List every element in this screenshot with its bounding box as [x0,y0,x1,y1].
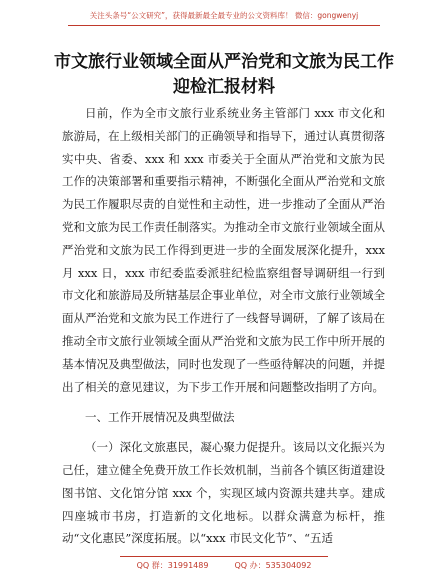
qq-group-number: 31991489 [167,561,209,570]
qq-office-number: 535304092 [265,561,312,570]
title-line-2: 迎检汇报材料 [173,77,275,97]
footer-divider [120,556,328,557]
document-body [62,102,385,550]
qq-office-label: QQ 办： [234,561,266,570]
qq-group-label: QQ 群： [136,561,168,570]
intro-paragraph: 日前，作为全市文旅行业系统业务主管部门 xxx 市文化和旅游局，在上级相关部门的正确领导和指导下，通过认真贯彻落实中央、省委、xxx 和 xxx 市委关于全面从严治党和文旅为民工作的决策部署和重要指示精神，不断强化全面从严治党和文旅为民工作履职尽责的自觉性和主动性，进一步推动了全面从严治党和文旅为民工作责任制落实。为推动全市文旅行业领域全面从严治党和文旅为民工作得到更进一步的全面发展深化提升，xxx 月 xxx 日，xxx 市纪委监委派驻纪检监察组督导调研组一行到市文化和旅游局及所辖基层企事业单位，对全市文旅行业领域全面从严治党和文旅为民工作进行了一线督导调研，了解了该局在推动全市文旅行业领域全面从严治党和文旅为民工作中所开展的基本情况及典型做法，同时也发现了一些亟待解决的问题，并提出了相关的意见建议，为下步工作开展和问题整改指明了方向。 [62,106,385,394]
banner-divider [68,25,380,26]
title-line-1: 市文旅行业领域全面从严治党和文旅为民工作 [54,52,394,72]
promo-banner: 关注头条号“公文研究”，获得最新最全最专业的公文资料库！ 微信：gongwenyj [89,11,359,20]
section-paragraph: （一）深化文旅惠民，凝心聚力促提升。该局以文化振兴为己任，建立健全免费开放工作长效机制，当前各个镇区街道建设图书馆、文化馆分馆 xxx 个，实现区域内资源共建共享。建成四座城市书房，打造新的文化地标。以群众满意为标杆，推动“文化惠民”深度拓展。以“xxx 市民文化节”、“五适 [62,440,385,546]
document-title [30,50,418,100]
footer-contact [0,560,448,571]
section-heading: 一、工作开展情况及典型做法 [85,410,235,425]
